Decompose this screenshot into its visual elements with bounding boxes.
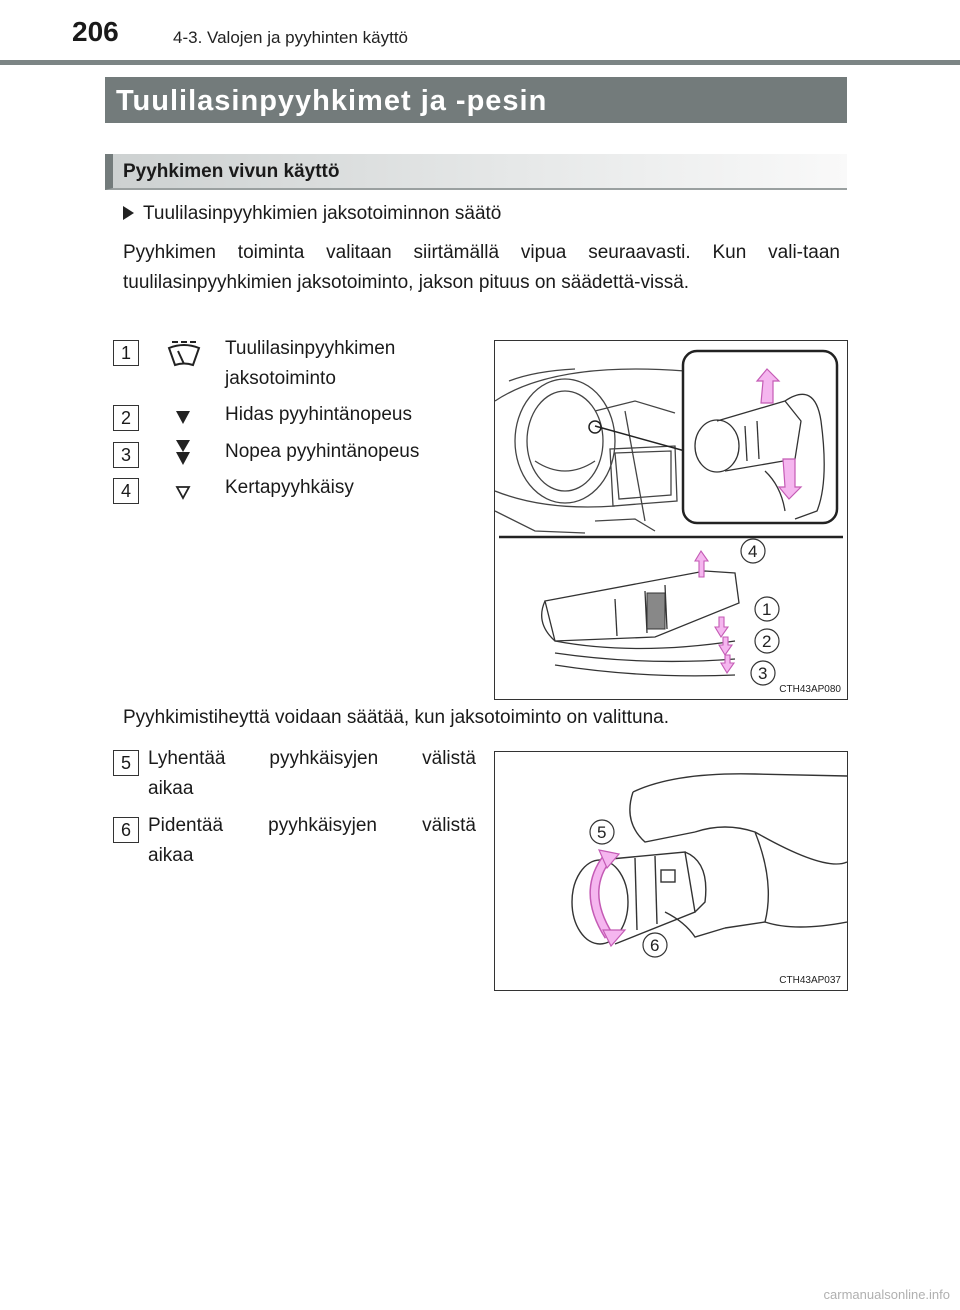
bullet-heading bbox=[123, 203, 501, 225]
page-number: 206 bbox=[72, 16, 119, 47]
adjust-label-6-line1: Pidentää pyyhkäisyjen välistä bbox=[148, 815, 476, 836]
callout-2: 2 bbox=[762, 632, 772, 651]
wiper-lever-figure bbox=[494, 340, 848, 700]
watermark: carmanualsonline.info bbox=[823, 1287, 950, 1302]
item-label-2: Hidas pyyhintänopeus bbox=[225, 404, 412, 425]
bullet-triangle-icon bbox=[123, 206, 134, 220]
callout-6: 6 bbox=[650, 936, 660, 955]
adjust-label-5-line2: aikaa bbox=[148, 778, 194, 799]
section-title: Tuulilasinpyyhkimet ja -pesin bbox=[105, 77, 847, 123]
callout-1: 1 bbox=[762, 600, 772, 619]
item-number-1: 1 bbox=[113, 340, 139, 366]
subsection-title: Pyyhkimen vivun käyttö bbox=[105, 154, 847, 190]
item-number-4: 4 bbox=[113, 478, 139, 504]
item-label-4: Kertapyyhkäisy bbox=[225, 477, 354, 498]
item-label-1-line2: jaksotoiminto bbox=[225, 368, 336, 389]
item-number-3: 3 bbox=[113, 442, 139, 468]
adjust-label-6-line2: aikaa bbox=[148, 845, 194, 866]
bullet-text: Tuulilasinpyyhkimien jaksotoiminnon säätö bbox=[143, 203, 502, 224]
interval-adjust-figure bbox=[494, 751, 848, 991]
high-speed-icon bbox=[174, 438, 192, 470]
adjust-label-5 bbox=[148, 744, 476, 804]
header-rule bbox=[0, 60, 960, 65]
section-path: 4-3. Valojen ja pyyhinten käyttö bbox=[173, 28, 408, 47]
interval-paragraph: Pyyhkimistiheyttä voidaan säätää, kun jaksotoiminto on valittuna. bbox=[123, 707, 670, 728]
adjust-label-5-line1: Lyhentää pyyhkäisyjen välistä bbox=[148, 748, 476, 769]
figure-code-1: CTH43AP080 bbox=[779, 684, 841, 695]
intro-paragraph: Pyyhkimen toiminta valitaan siirtämällä vipua seuraavasti. Kun vali-taan tuulilasinpyyhkimien jaksotoiminto, jakson pituus on säädettä-vissä. bbox=[123, 242, 840, 293]
low-speed-icon bbox=[174, 407, 192, 427]
intermittent-wiper-icon bbox=[166, 338, 202, 370]
item-number-2: 2 bbox=[113, 405, 139, 431]
wiper-lever-illustration bbox=[495, 341, 847, 699]
item-number-5: 5 bbox=[113, 750, 139, 776]
callout-4: 4 bbox=[748, 542, 758, 561]
interval-adjust-illustration bbox=[495, 752, 847, 990]
callout-3: 3 bbox=[758, 664, 768, 683]
callout-5: 5 bbox=[597, 823, 607, 842]
item-label-3: Nopea pyyhintänopeus bbox=[225, 441, 420, 462]
item-label-1 bbox=[225, 334, 395, 394]
item-number-6: 6 bbox=[113, 817, 139, 843]
mist-icon bbox=[174, 484, 192, 502]
figure-code-2: CTH43AP037 bbox=[779, 975, 841, 986]
adjust-label-6 bbox=[148, 811, 476, 871]
item-label-1-line1: Tuulilasinpyyhkimen bbox=[225, 338, 396, 359]
